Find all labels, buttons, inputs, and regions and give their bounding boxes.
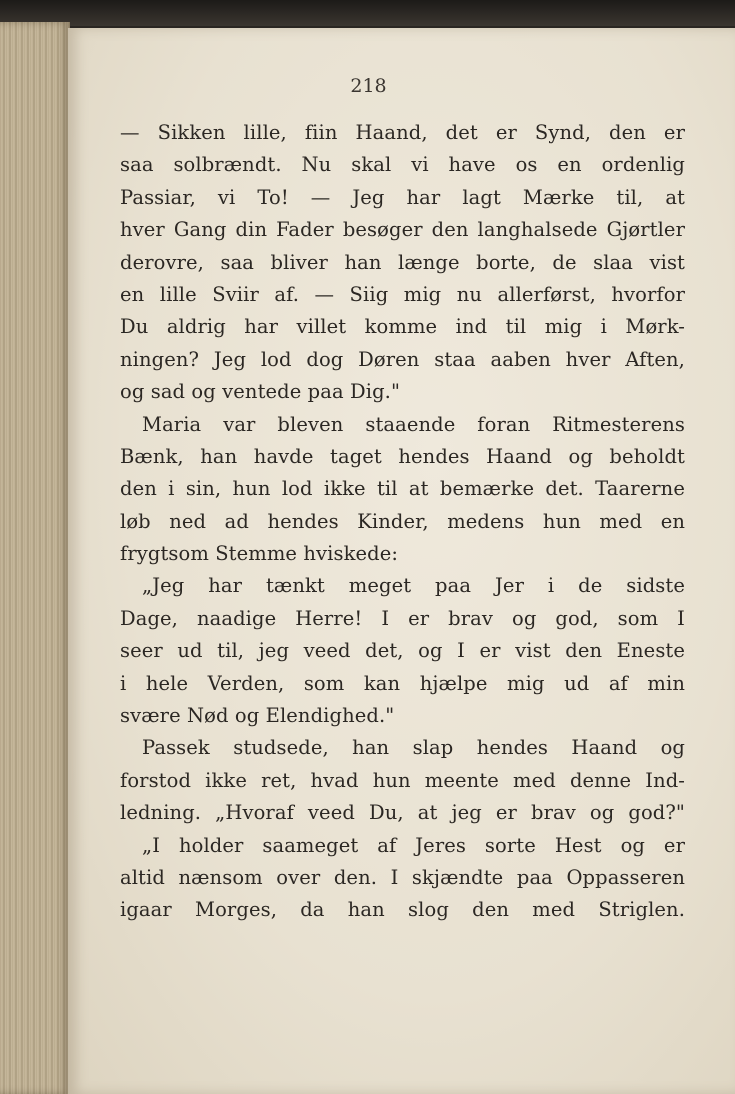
text-line: igaar Morges, da han slog den med Striglen. — [120, 898, 685, 922]
text-line: ningen? Jeg lod dog Døren staa aaben hver Aften, — [120, 347, 685, 371]
text-line: Passek studsede, han slap hendes Haand og — [142, 736, 685, 760]
text-line: den i sin, hun lod ikke til at bemærke det. Taarerne — [120, 477, 685, 501]
text-line: — Sikken lille, fiin Haand, det er Synd, den er — [120, 121, 685, 144]
text-line: forstod ikke ret, hvad hun meente med denne Ind- — [120, 768, 685, 792]
text-line: altid nænsom over den. I skjændte paa Oppasseren — [120, 865, 685, 889]
book-top-shadow — [0, 0, 735, 26]
text-line: Du aldrig har villet komme ind til mig i Mørk- — [120, 315, 685, 339]
text-line: frygtsom Stemme hviskede: — [120, 542, 399, 566]
text-line: en lille Sviir af. — Siig mig nu allerførst, hvorfor — [120, 282, 685, 306]
text-line: løb ned ad hendes Kinder, medens hun med en — [120, 509, 685, 533]
page-number: 218 — [350, 75, 387, 97]
text-line: seer ud til, jeg veed det, og I er vist den Eneste — [120, 639, 685, 663]
text-line: Dage, naadige Herre! I er brav og god, som I — [120, 606, 685, 630]
body-text — [120, 117, 685, 927]
text-line: svære Nød og Elendighed." — [120, 704, 395, 728]
text-line: Passiar, vi To! — Jeg har lagt Mærke til, at — [120, 185, 685, 209]
text-line: saa solbrændt. Nu skal vi have os en ordenlig — [120, 153, 685, 177]
text-line: hver Gang din Fader besøger den langhalsede Gjørtler — [120, 218, 685, 242]
text-line: i hele Verden, som kan hjælpe mig ud af min — [120, 671, 685, 695]
text-line: ledning. „Hvoraf veed Du, at jeg er brav og god?" — [120, 801, 685, 825]
text-line: Bænk, han havde taget hendes Haand og beholdt — [120, 444, 685, 468]
page-stack-edge — [0, 22, 70, 1094]
text-line: „I holder saameget af Jeres sorte Hest og er — [142, 833, 685, 857]
text-line: og sad og ventede paa Dig." — [120, 380, 401, 404]
text-line: derovre, saa bliver han længe borte, de slaa vist — [120, 250, 685, 274]
text-line: „Jeg har tænkt meget paa Jer i de sidste — [142, 574, 685, 598]
text-line: Maria var bleven staaende foran Ritmesterens — [142, 412, 685, 436]
